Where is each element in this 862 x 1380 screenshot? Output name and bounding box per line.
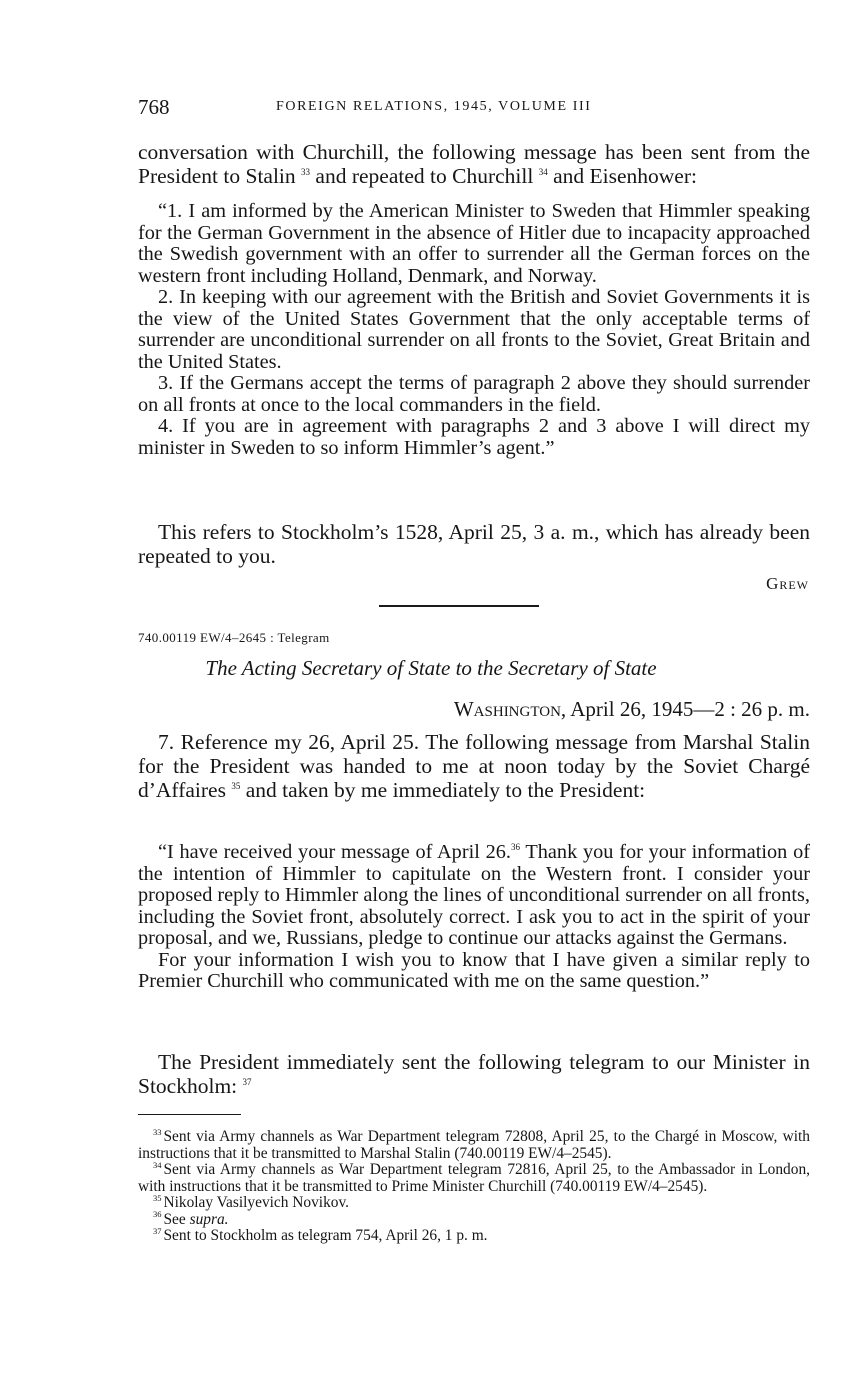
second-quoted-message [138,842,810,993]
footnote-ref-34: 34 [538,166,548,177]
footnote-ref-35: 35 [231,780,241,791]
stalin-text: “I have received your message of April 26. [158,841,511,863]
intro-text-end: and Eisenhower: [553,164,697,188]
footnote-italic-text: supra. [189,1210,229,1228]
footnote-37 [138,1225,810,1245]
footnote-text: Sent via Army channels as War Department telegram 72816, April 25, to the Ambassador in London, with instructions that it be transmitted to Prime Minister Churchill (740.00119 EW/4–2545). [138,1161,810,1195]
stalin-text-continued: Thank you for your information of the intention of Himmler to capitulate on the Western front. I consider your proposed reply to Himmler along the lines of unconditional surrender on all fronts, including the Soviet front, absolutely correct. I ask you to act in the spirit of your proposal, and we, Russians, pledge to continue our attacks against the Germans. [138,841,810,949]
final-paragraph [138,1050,810,1098]
first-quoted-message [138,201,810,459]
page-number: 768 [138,95,170,119]
dateline [454,697,810,722]
quote-paragraph-2: 2. In keeping with our agreement with the British and Soviet Governments it is the view of the United States Government that the only acceptable terms of surrender are unconditional surrender on all fronts to the Soviet, Great Britain and the United States. [138,286,810,373]
telegram-paragraph [138,730,810,802]
footnote-34 [138,1159,810,1195]
running-head: FOREIGN RELATIONS, 1945, VOLUME III [276,99,592,114]
intro-text: conversation with Churchill, the following message has been sent from the President to Stalin [138,140,810,188]
dateline-date: April 26, 1945—2 : 26 p. m. [570,697,810,721]
footnote-number: 35 [153,1192,162,1203]
quote-paragraph-4: 4. If you are in agreement with paragraphs 2 and 3 above I will direct my minister in Sweden to so inform Himmler’s agent.” [138,415,810,459]
footnote-number: 36 [153,1209,162,1220]
intro-text-continued: and repeated to Churchill [315,164,534,188]
footnote-number: 37 [153,1225,162,1236]
footnotes [138,1126,810,1245]
footnote-text: See [163,1210,186,1228]
dateline-place: Washington, [453,697,567,721]
stalin-paragraph-2: For your information I wish you to know that I have given a similar reply to Premier Churchill who communicated with me on the same question.” [138,948,810,992]
file-reference: 740.00119 EW/4–2645 : Telegram [138,630,330,645]
final-text: The President immediately sent the following telegram to our Minister in Stockholm: [138,1050,810,1098]
footnote-ref-37: 37 [242,1076,252,1087]
footnote-text: Sent to Stockholm as telegram 754, April 26, 1 p. m. [163,1227,488,1244]
footnote-ref-36: 36 [510,842,520,853]
telegram-text: 7. Reference my 26, April 25. The following message from Marshal Stalin for the President was handed to me at noon today by the Soviet Chargé d’Affaires [138,730,810,802]
section-divider [379,605,539,607]
page-header [138,95,810,121]
footnote-33 [138,1126,810,1162]
signature: Grew [766,574,809,593]
footnote-number: 33 [153,1126,162,1137]
footnote-text: Nikolay Vasilyevich Novikov. [163,1194,350,1211]
stalin-paragraph-1 [138,842,810,950]
document-title: The Acting Secretary of State to the Secretary of State [205,656,657,680]
footnote-36 [138,1209,810,1229]
footnote-35 [138,1192,810,1212]
footnote-divider [138,1114,241,1115]
footnote-number: 34 [153,1159,162,1170]
intro-paragraph [138,140,810,188]
footnote-text: Sent via Army channels as War Department telegram 72808, April 25, to the Chargé in Moscow, with instructions that it be transmitted to Marshal Stalin (740.00119 EW/4–2545). [138,1128,810,1162]
telegram-text-continued: and taken by me immediately to the President: [245,778,646,802]
quote-paragraph-1: “1. I am informed by the American Minister to Sweden that Himmler speaking for the German Government in the absence of Hitler due to incapacity approached the Swedish government with an offer to surrender all the German forces on the western front including Holland, Denmark, and Norway. [138,200,810,287]
quote-paragraph-3: 3. If the Germans accept the terms of paragraph 2 above they should surrender on all fronts at once to the local commanders in the field. [138,372,810,416]
footnote-ref-33: 33 [301,166,311,177]
closing-paragraph: This refers to Stockholm’s 1528, April 25, 3 a. m., which has already been repeated to you. [138,520,810,568]
